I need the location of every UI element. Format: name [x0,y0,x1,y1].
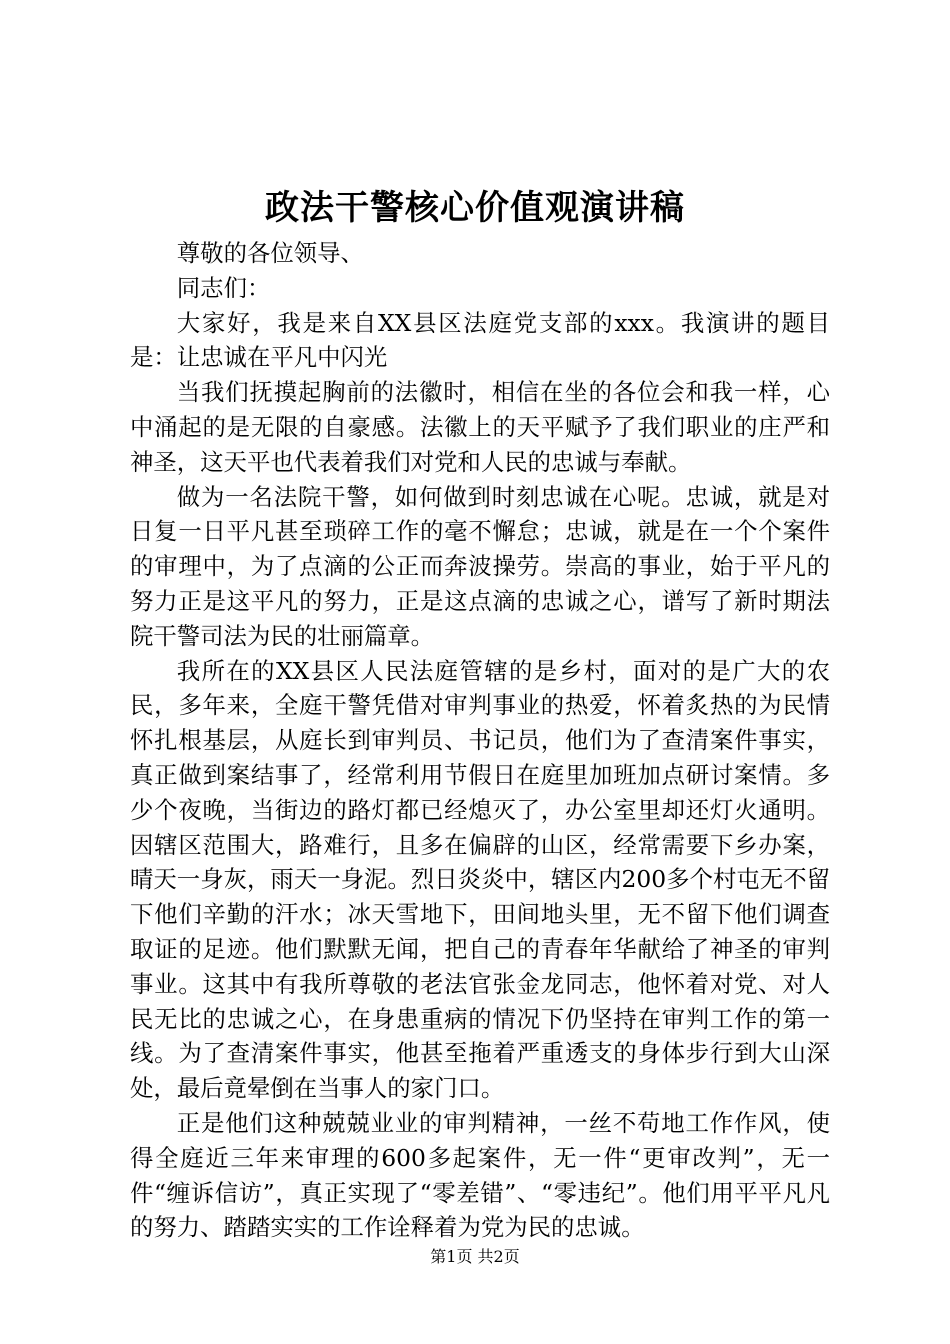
document-body [130,236,830,1245]
paragraph: 我所在的XX县区人民法庭管辖的是乡村，面对的是广大的农民，多年来，全庭干警凭借对审判事业的热爱，怀着炙热的为民情怀扎根基层，从庭长到审判员、书记员，他们为了查清案件事实，真正做到案结事了，经常利用节假日在庭里加班加点研讨案情。多少个夜晚，当街边的路灯都已经熄灭了，办公室里却还灯火通明。因辖区范围大，路难行，且多在偏辟的山区，经常需要下乡办案，晴天一身灰，雨天一身泥。烈日炎炎中，辖区内200多个村屯无不留下他们辛勤的汗水；冰天雪地下，田间地头里，无不留下他们调查取证的足迹。他们默默无闻，把自己的青春年华献给了神圣的审判事业。这其中有我所尊敬的老法官张金龙同志，他怀着对党、对人民无比的忠诚之心，在身患重病的情况下仍坚持在审判工作的第一线。为了查清案件事实，他甚至拖着严重透支的身体步行到大山深处，最后竟晕倒在当事人的家门口。 [130,656,830,1103]
paragraph: 正是他们这种兢兢业业的审判精神，一丝不苟地工作作风，使得全庭近三年来审理的600多起案件，无一件“更审改判”，无一件“缠诉信访”，真正实现了“零差错”、“零违纪”。他们用平平凡凡的努力、踏踏实实的工作诠释着为党为民的忠诚。 [130,1108,830,1242]
document-title: 政法干警核心价值观演讲稿 [265,188,685,228]
page-number-footer: 第1页 共2页 [430,1247,520,1266]
paragraph: 做为一名法院干警，如何做到时刻忠诚在心呢。忠诚，就是对日复一日平凡甚至琐碎工作的毫不懈怠；忠诚，就是在一个个案件的审理中，为了点滴的公正而奔波操劳。崇高的事业，始于平凡的努力正是这平凡的努力，正是这点滴的忠诚之心，谱写了新时期法院干警司法为民的壮丽篇章。 [130,482,830,650]
salutation-line: 尊敬的各位领导、 [176,239,364,267]
paragraph: 大家好，我是来自XX县区法庭党支部的xxx。我演讲的题目是：让忠诚在平凡中闪光 [130,308,830,372]
salutation-line: 同志们： [176,273,271,302]
paragraph: 当我们抚摸起胸前的法徽时，相信在坐的各位会和我一样，心中涌起的是无限的自豪感。法徽上的天平赋予了我们职业的庄严和神圣，这天平也代表着我们对党和人民的忠诚与奉献。 [130,378,830,476]
